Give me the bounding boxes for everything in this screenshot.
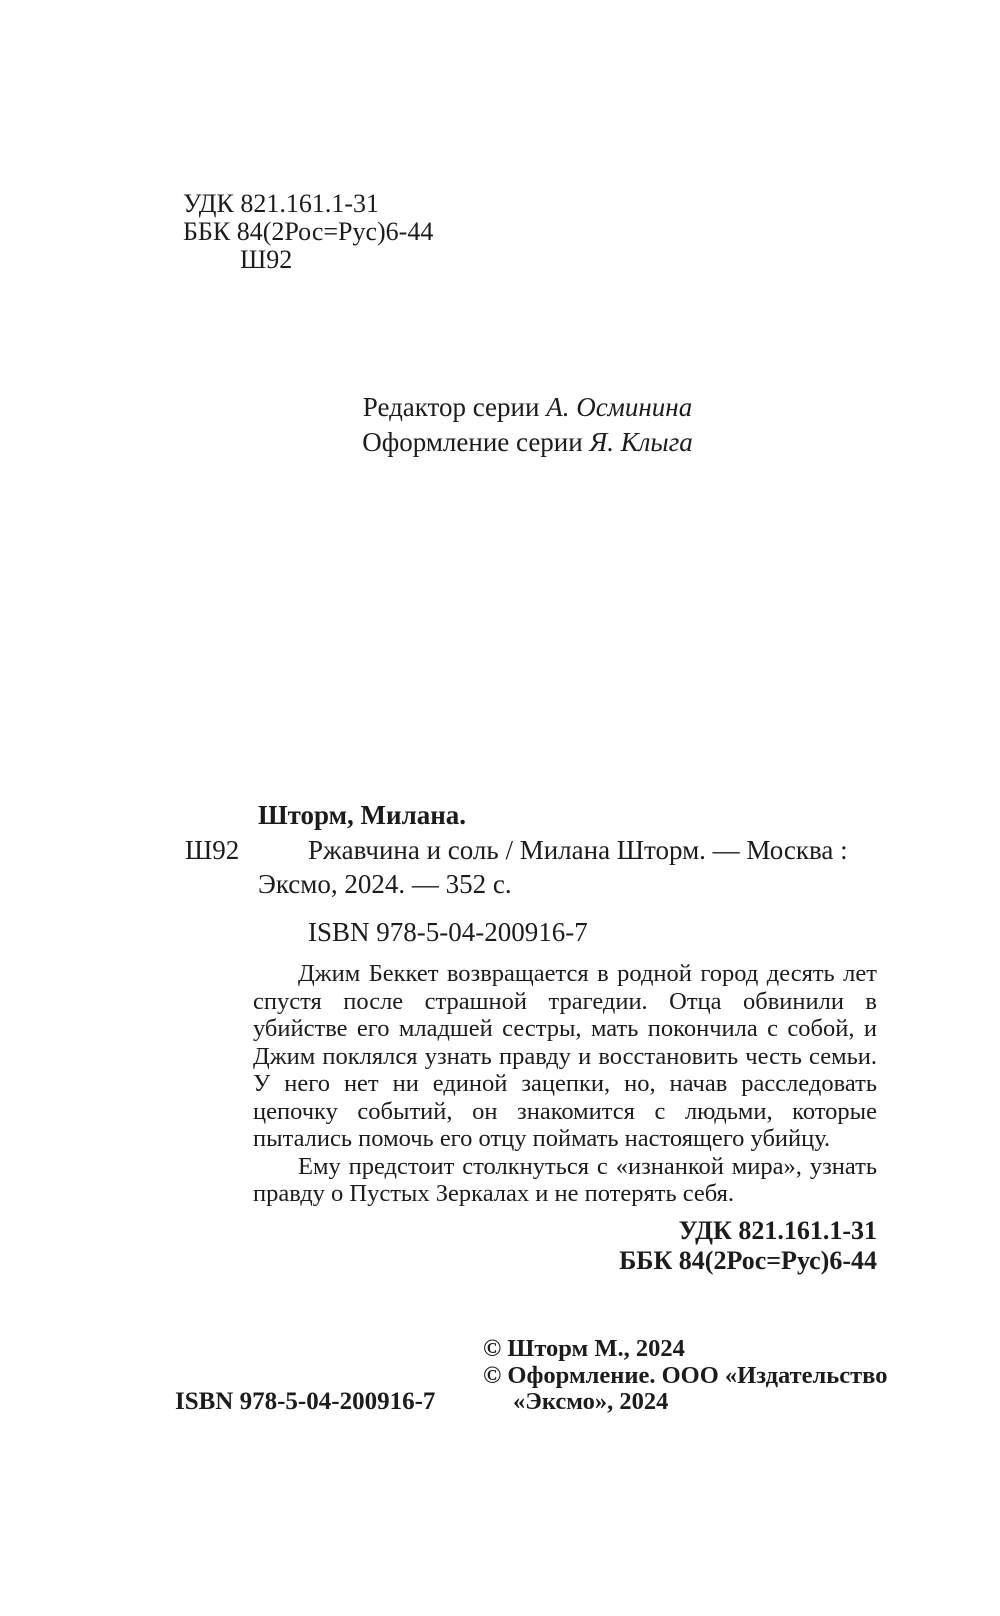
catalog-isbn: ISBN 978-5-04-200916-7	[308, 917, 588, 947]
copyright-author: © Шторм М., 2024	[483, 1335, 685, 1362]
catalog-imprint-line: Эксмо, 2024. — 352 с.	[258, 869, 512, 899]
copyright-block	[483, 1336, 887, 1416]
series-designer-line	[178, 425, 877, 460]
copyright-publisher-line1: © Оформление. ООО «Издательство	[483, 1361, 888, 1389]
series-editor-name: А. Осминина	[546, 392, 693, 422]
annotation-paragraph-2: Ему предстоит столкнуться с «изнанкой мира», узнать правду о Пустых Зеркалах и не потерять себя.	[253, 1152, 877, 1207]
annotation	[253, 960, 877, 1208]
catalog-title-line: Ржавчина и соль / Милана Шторм. — Москва :	[308, 835, 848, 865]
copyright-publisher-line2: «Эксмо», 2024	[513, 1388, 669, 1415]
udk-code: УДК 821.161.1-31	[183, 189, 380, 218]
catalog-author-sign: Ш92	[185, 835, 240, 865]
series-credits	[178, 390, 877, 460]
isbn-bottom: ISBN 978-5-04-200916-7	[175, 1388, 436, 1415]
bbk-code-bottom: ББК 84(2Рос=Рус)6-44	[619, 1246, 877, 1275]
series-editor-line	[178, 390, 877, 425]
series-designer-role: Оформление серии	[362, 427, 590, 457]
annotation-paragraph-1: Джим Беккет возвращается в родной город десять лет спустя после страшной трагедии. Отца обвинили в убийстве его младшей сестры, мать покончила с собой, и Джим поклялся узнать правду и восстановить честь семьи. У него нет ни единой зацепки, но, начав расследовать цепочку событий, он знакомится с людьми, которые пытались помочь его отцу поймать настоящего убийцу.	[253, 960, 877, 1152]
bottom-bibliographic-codes	[619, 1216, 877, 1276]
catalog-author: Шторм, Милана.	[258, 800, 467, 830]
series-designer-name: Я. Клыга	[589, 427, 693, 457]
author-sign: Ш92	[240, 245, 293, 274]
top-bibliographic-codes	[183, 190, 433, 274]
udk-code-bottom: УДК 821.161.1-31	[678, 1216, 877, 1245]
series-editor-role: Редактор серии	[362, 392, 547, 422]
bbk-code: ББК 84(2Рос=Рус)6-44	[183, 217, 434, 246]
